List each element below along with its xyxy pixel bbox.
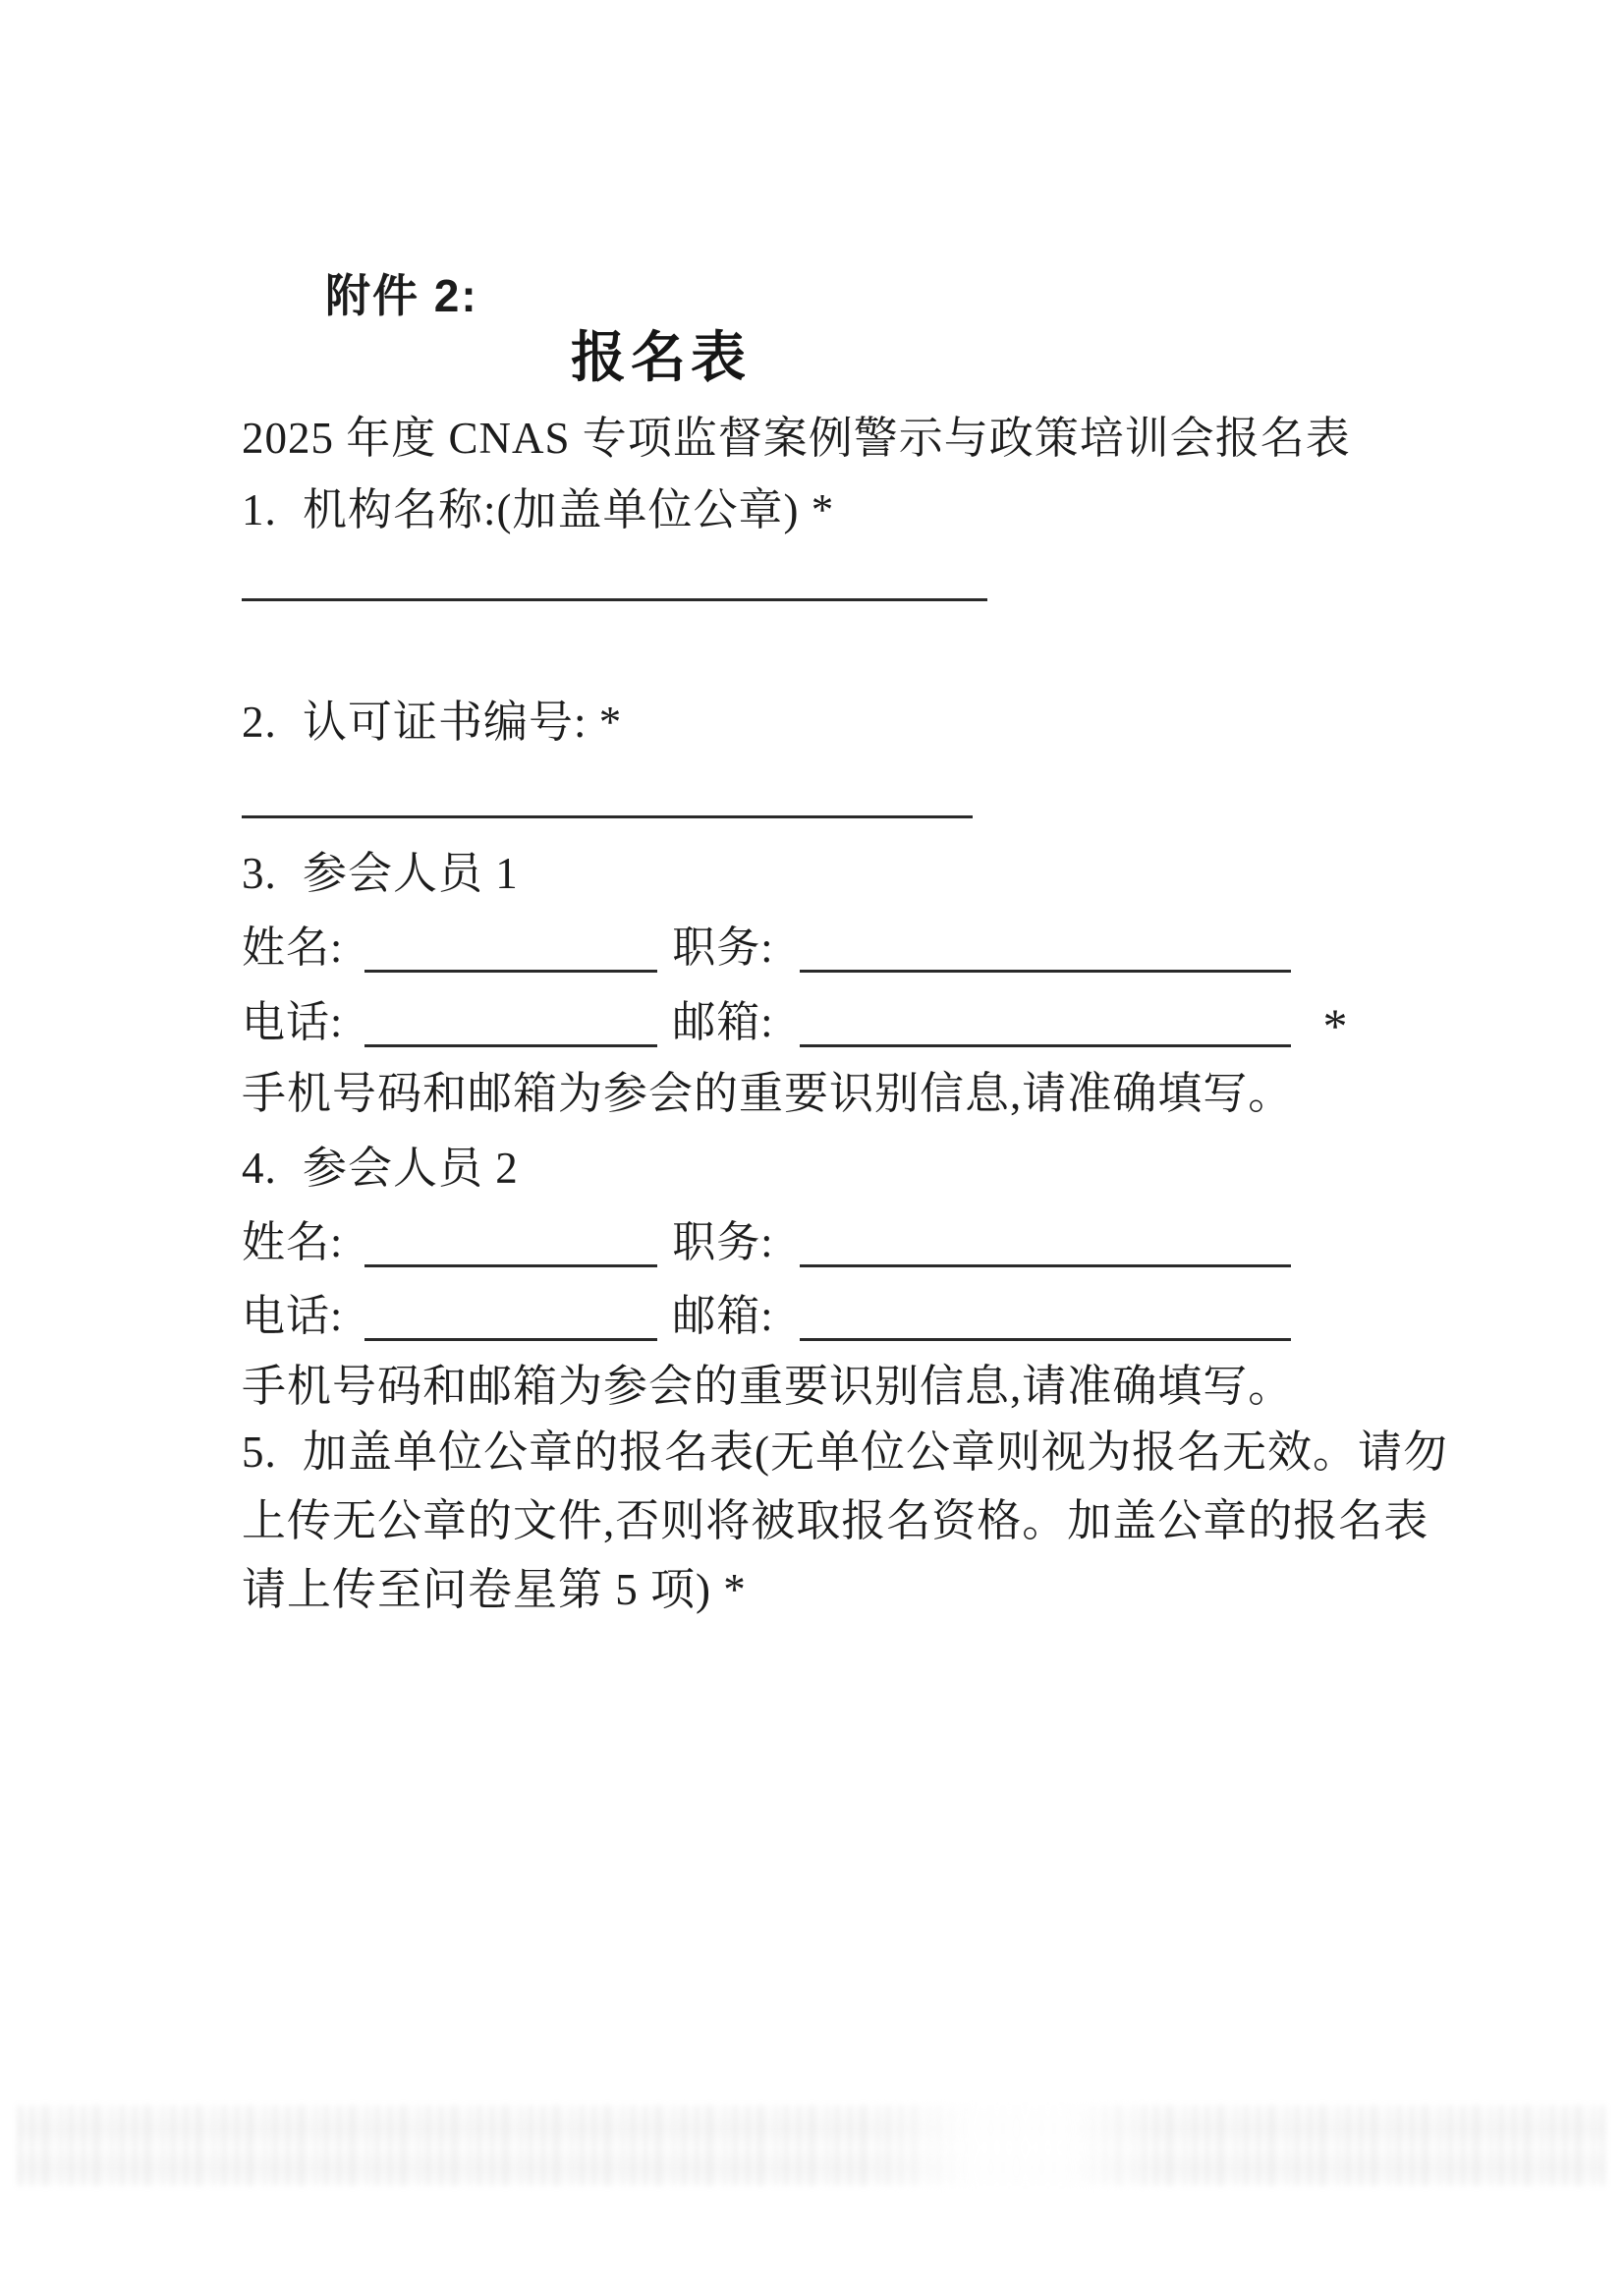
page-title: 报名表 [571,326,751,388]
item-3-attendee-1 [242,849,519,898]
name-blank-line [364,926,657,973]
item-4-number: 4. [242,1144,277,1193]
attendee-1-name-row [242,924,1291,973]
attendee-1-contact-row [242,998,1349,1053]
item-2-number: 2. [242,698,277,747]
item-4-label: 参会人员 2 [303,1144,519,1193]
name-label: 姓名: [242,924,344,972]
email-label: 邮箱: [672,1292,774,1340]
attachment-label: 附件 2: [325,270,478,321]
contact-accuracy-note: 手机号码和邮箱为参会的重要识别信息,请准确填写。 [242,1069,1294,1118]
position-label: 职务: [672,924,774,972]
certificate-no-blank-line [242,815,973,818]
attendee-2-contact-row [242,1292,1291,1341]
contact-accuracy-note: 手机号码和邮箱为参会的重要识别信息,请准确填写。 [242,1362,1294,1411]
form-subtitle: 2025 年度 CNAS 专项监督案例警示与政策培训会报名表 [242,414,1351,463]
item-5-text-line-1: 加盖单位公章的报名表(无单位公章则视为报名无效。请勿 [303,1427,1448,1477]
org-name-blank-line [242,598,987,601]
item-1-label: 机构名称:(加盖单位公章) * [303,485,835,534]
item-5-stamp-instructions-line-3: 请上传至问卷星第 5 项) * [242,1565,747,1614]
item-2-certificate-no [242,700,622,745]
attendee-2-name-row [242,1218,1291,1267]
scan-bleed-through-artifact [18,2105,1605,2186]
email-blank-line [800,1001,1291,1047]
item-3-label: 参会人员 1 [303,849,519,898]
position-label: 职务: [672,1218,774,1266]
name-label: 姓名: [242,1218,344,1266]
phone-blank-line [364,1001,657,1047]
position-blank-line [800,1221,1291,1267]
item-2-label: 认可证书编号: * [303,698,623,747]
phone-label: 电话: [242,998,344,1046]
item-1-org-name [242,485,835,534]
item-4-attendee-2 [242,1144,519,1193]
item-3-number: 3. [242,849,277,898]
email-blank-line [800,1295,1291,1341]
item-5-number: 5. [242,1427,277,1477]
email-label: 邮箱: [672,998,774,1046]
item-1-number: 1. [242,485,277,534]
item-5-stamp-instructions-line-2: 上传无公章的文件,否则将被取报名资格。加盖公章的报名表 [242,1496,1429,1545]
phone-blank-line [364,1295,657,1341]
position-blank-line [800,926,1291,973]
required-asterisk: * [1322,998,1349,1053]
phone-label: 电话: [242,1292,344,1340]
item-5-stamp-instructions-line-1 [242,1427,1448,1477]
name-blank-line [364,1221,657,1267]
